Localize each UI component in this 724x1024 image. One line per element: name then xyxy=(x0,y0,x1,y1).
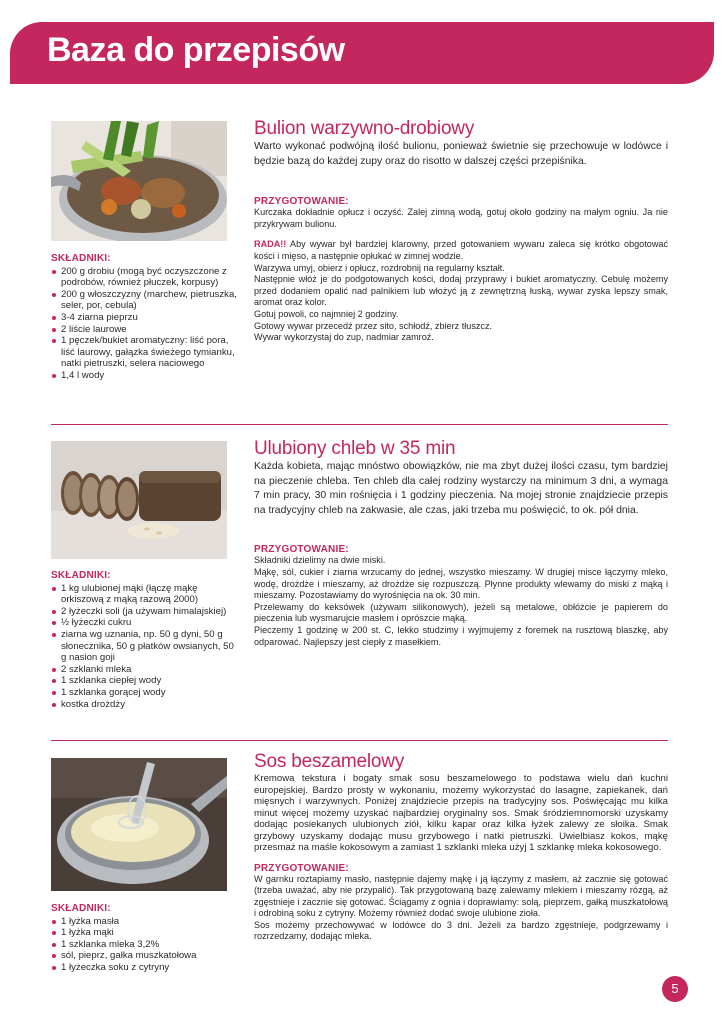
preparation-heading: PRZYGOTOWANIE: xyxy=(254,544,349,556)
ingredients-heading: SKŁADNIKI: xyxy=(51,570,111,581)
list-item: 200 g drobiu (mogą być oczyszczone z podrobów, również płuczek, korpusy) xyxy=(51,266,241,289)
list-item: 3-4 ziarna pieprzu xyxy=(51,312,241,324)
preparation-text: Przelewamy do keksówek (używam silikonowych), jeżeli są metalowe, obłóżcie je papierem do pieczenia lub wysmarujcie masłem i oprószcie mąką. xyxy=(254,601,668,624)
tip-paragraph xyxy=(254,239,668,262)
tip-text: Następnie włóż je do podgotowanych kości, dodaj przyprawy i bukiet aromatyczny. Cebulę możemy przed dodaniem opalić nad palnikiem lub włożyć ją z zewnętrzną łuską, wywar zyska lepszy smak, aromat oraz kolor. xyxy=(254,274,668,308)
preparation-text: Mąkę, sól, cukier i ziarna wrzucamy do jednej, wszystko mieszamy. W drugiej misce łączymy mleko, wodę, drożdże i mieszamy, aż drożdże się rozpuszczą. Płynne produkty wlewamy do miski z mąką i mieszamy. Pozostawiamy do wyrośnięcia na ok. 30 min. xyxy=(254,566,668,601)
preparation-text: Składniki dzielimy na dwie miski. xyxy=(254,555,386,566)
bread-ingredients xyxy=(51,570,241,710)
list-item: 2 liście laurowe xyxy=(51,324,241,336)
broth-recipe xyxy=(254,119,668,344)
bread-photo xyxy=(51,441,227,559)
tip-text: Gotowy wywar przecedź przez sito, schłodź, zbierz tłuszcz. xyxy=(254,320,493,331)
preparation-text: Kurczaka dokładnie opłucz i oczyść. Zalej zimną wodą, gotuj około godziny na małym ogniu. Ja nie przykrywam bulionu. xyxy=(254,207,668,229)
list-item: 1 łyżeczka soku z cytryny xyxy=(51,962,241,974)
list-item: ½ łyżeczki cukru xyxy=(51,617,241,629)
section-divider xyxy=(51,740,668,741)
section-divider xyxy=(51,424,668,425)
header-banner xyxy=(10,22,714,84)
list-item: 1 łyżka mąki xyxy=(51,927,241,939)
list-item: ziarna wg uznania, np. 50 g dyni, 50 g słonecznika, 50 g płatków owsianych, 50 g nasion goji xyxy=(51,629,241,664)
ingredients-heading: SKŁADNIKI: xyxy=(51,903,111,914)
recipe-title: Ulubiony chleb w 35 min xyxy=(254,438,456,459)
ingredients-list xyxy=(51,266,241,382)
ingredients-list xyxy=(51,916,241,974)
recipe-intro: Warto wykonać podwójną ilość bulionu, ponieważ świetnie się przechowuje w lodówce i będzie bazą do każdej zupy oraz do risotto w dalszej części przepiśnika. xyxy=(254,141,668,167)
list-item: 1 szklanka ciepłej wody xyxy=(51,675,241,687)
list-item: 1 pęczek/bukiet aromatyczny: liść pora, liść laurowy, gałązka świeżego tymianku, natki pietruszki, selera naciowego xyxy=(51,335,241,370)
page-title: Baza do przepisów xyxy=(47,31,345,69)
list-item: 1 szklanka mleka 3,2% xyxy=(51,939,241,951)
recipe-intro: Kremowa tekstura i bogaty smak sosu beszamelowego to podstawa wielu dań kuchni europejskiej. Bardzo prosty w wykonaniu, możemy wykorzystać do lasagne, zapiekanek, dań mięsnych i warzywnych. Poniżej znajdziecie przepis na tradycyjny sos. Poświęcając mu kilka minut więcej możemy uzyskać najbardziej oryginalny sos. Smak śródziemnomorski uzyskamy dodając posiekanych ulubionych ziół, kilku kapar oraz kilka łyżek zalewy ze słoika. Smak grzybowy uzyskamy dodając musu grzybowego i natki pietruszki. Uwielbiasz kokos, mąkę przesmaż na maśle kokosowym a zamiast 1 szklanki mleka użyj 1 szklankę mleka kokosowego. xyxy=(254,773,668,853)
recipe-title: Bulion warzywno-drobiowy xyxy=(254,118,475,139)
tip-text: Gotuj powoli, co najmniej 2 godziny. xyxy=(254,308,399,319)
tip-text: Wywar wykorzystaj do zup, nadmiar zamroź. xyxy=(254,332,434,343)
list-item: 1 łyżka masła xyxy=(51,916,241,928)
recipe-title: Sos beszamelowy xyxy=(254,751,405,772)
bread-recipe xyxy=(254,439,668,648)
list-item: 1,4 l wody xyxy=(51,370,241,382)
tip-label: RADA!! xyxy=(254,239,287,250)
bechamel-recipe xyxy=(254,752,668,943)
list-item: 200 g włoszczyzny (marchew, pietruszka, seler, por, cebula) xyxy=(51,289,241,312)
list-item: 2 łyżeczki soli (ja używam himalajskiej) xyxy=(51,606,241,618)
list-item: 1 szklanka gorącej wody xyxy=(51,687,241,699)
preparation-text: Sos możemy przechowywać w lodówce do 3 dni. Jeżeli za bardzo zgęstnieje, podgrzewamy i rozrzedzamy, dodając mleka. xyxy=(254,919,668,942)
list-item: 2 szklanki mleka xyxy=(51,664,241,676)
ingredients-list xyxy=(51,583,241,711)
list-item: sól, pieprz, gałka muszkatołowa xyxy=(51,950,241,962)
list-item: kostka drożdży xyxy=(51,699,241,711)
list-item: 1 kg ulubionej mąki (łączę mąkę orkiszową z mąką razową 2000) xyxy=(51,583,241,606)
tip-text: Warzywa umyj, obierz i opłucz, rozdrobnij na regularny kształt. xyxy=(254,262,505,273)
broth-photo xyxy=(51,121,227,241)
recipe-intro: Każda kobieta, mając mnóstwo obowiązków, nie ma zbyt dużej ilości czasu, tym bardziej na pieczenie chleba. Ten chleb dla całej rodziny wystarczy na minimum 3 dni, a wymaga 7 min pracy, 30 min rośnięcia i 1 godziny pieczenia. Na mojej stronie znajdziecie przepis na tradycyjny chleb na zakwasie, ale czas, jaki trzeba mu poświęcić, to ok. pół dnia. xyxy=(254,461,668,516)
tip-text: Aby wywar był bardziej klarowny, przed gotowaniem wywaru zaleca się krótko obgotować kości i mięso, a następnie opłukać w zimnej wodzie. xyxy=(254,239,668,261)
broth-ingredients xyxy=(51,253,241,382)
preparation-heading: PRZYGOTOWANIE: xyxy=(254,862,349,874)
preparation-heading: PRZYGOTOWANIE: xyxy=(254,196,349,208)
preparation-text: Pieczemy 1 godzinę w 200 st. C, lekko studzimy i wyjmujemy z foremek na rusztową blaszkę, aby odparować. Najlepszy jest ciepły z masełkiem. xyxy=(254,624,668,647)
bechamel-photo xyxy=(51,758,227,891)
page-number: 5 xyxy=(662,976,688,1002)
ingredients-heading: SKŁADNIKI: xyxy=(51,253,111,264)
bechamel-ingredients xyxy=(51,903,241,974)
preparation-text: W garnku roztapiamy masło, następnie dajemy mąkę i ją łączymy z masłem, aż zacznie się gotować (trzeba uważać, aby nie przypalić). Tak przygotowaną bazę zalewamy mlekiem i mieszamy rózgą, aż zgęstnieje i zacznie się gotować. Ściągamy z ognia i doprawiamy: solą, pieprzem, gałką muszkatołową i odrobiną soku z cytryny. Możemy również dodać swoje ulubione zioła. xyxy=(254,873,668,919)
